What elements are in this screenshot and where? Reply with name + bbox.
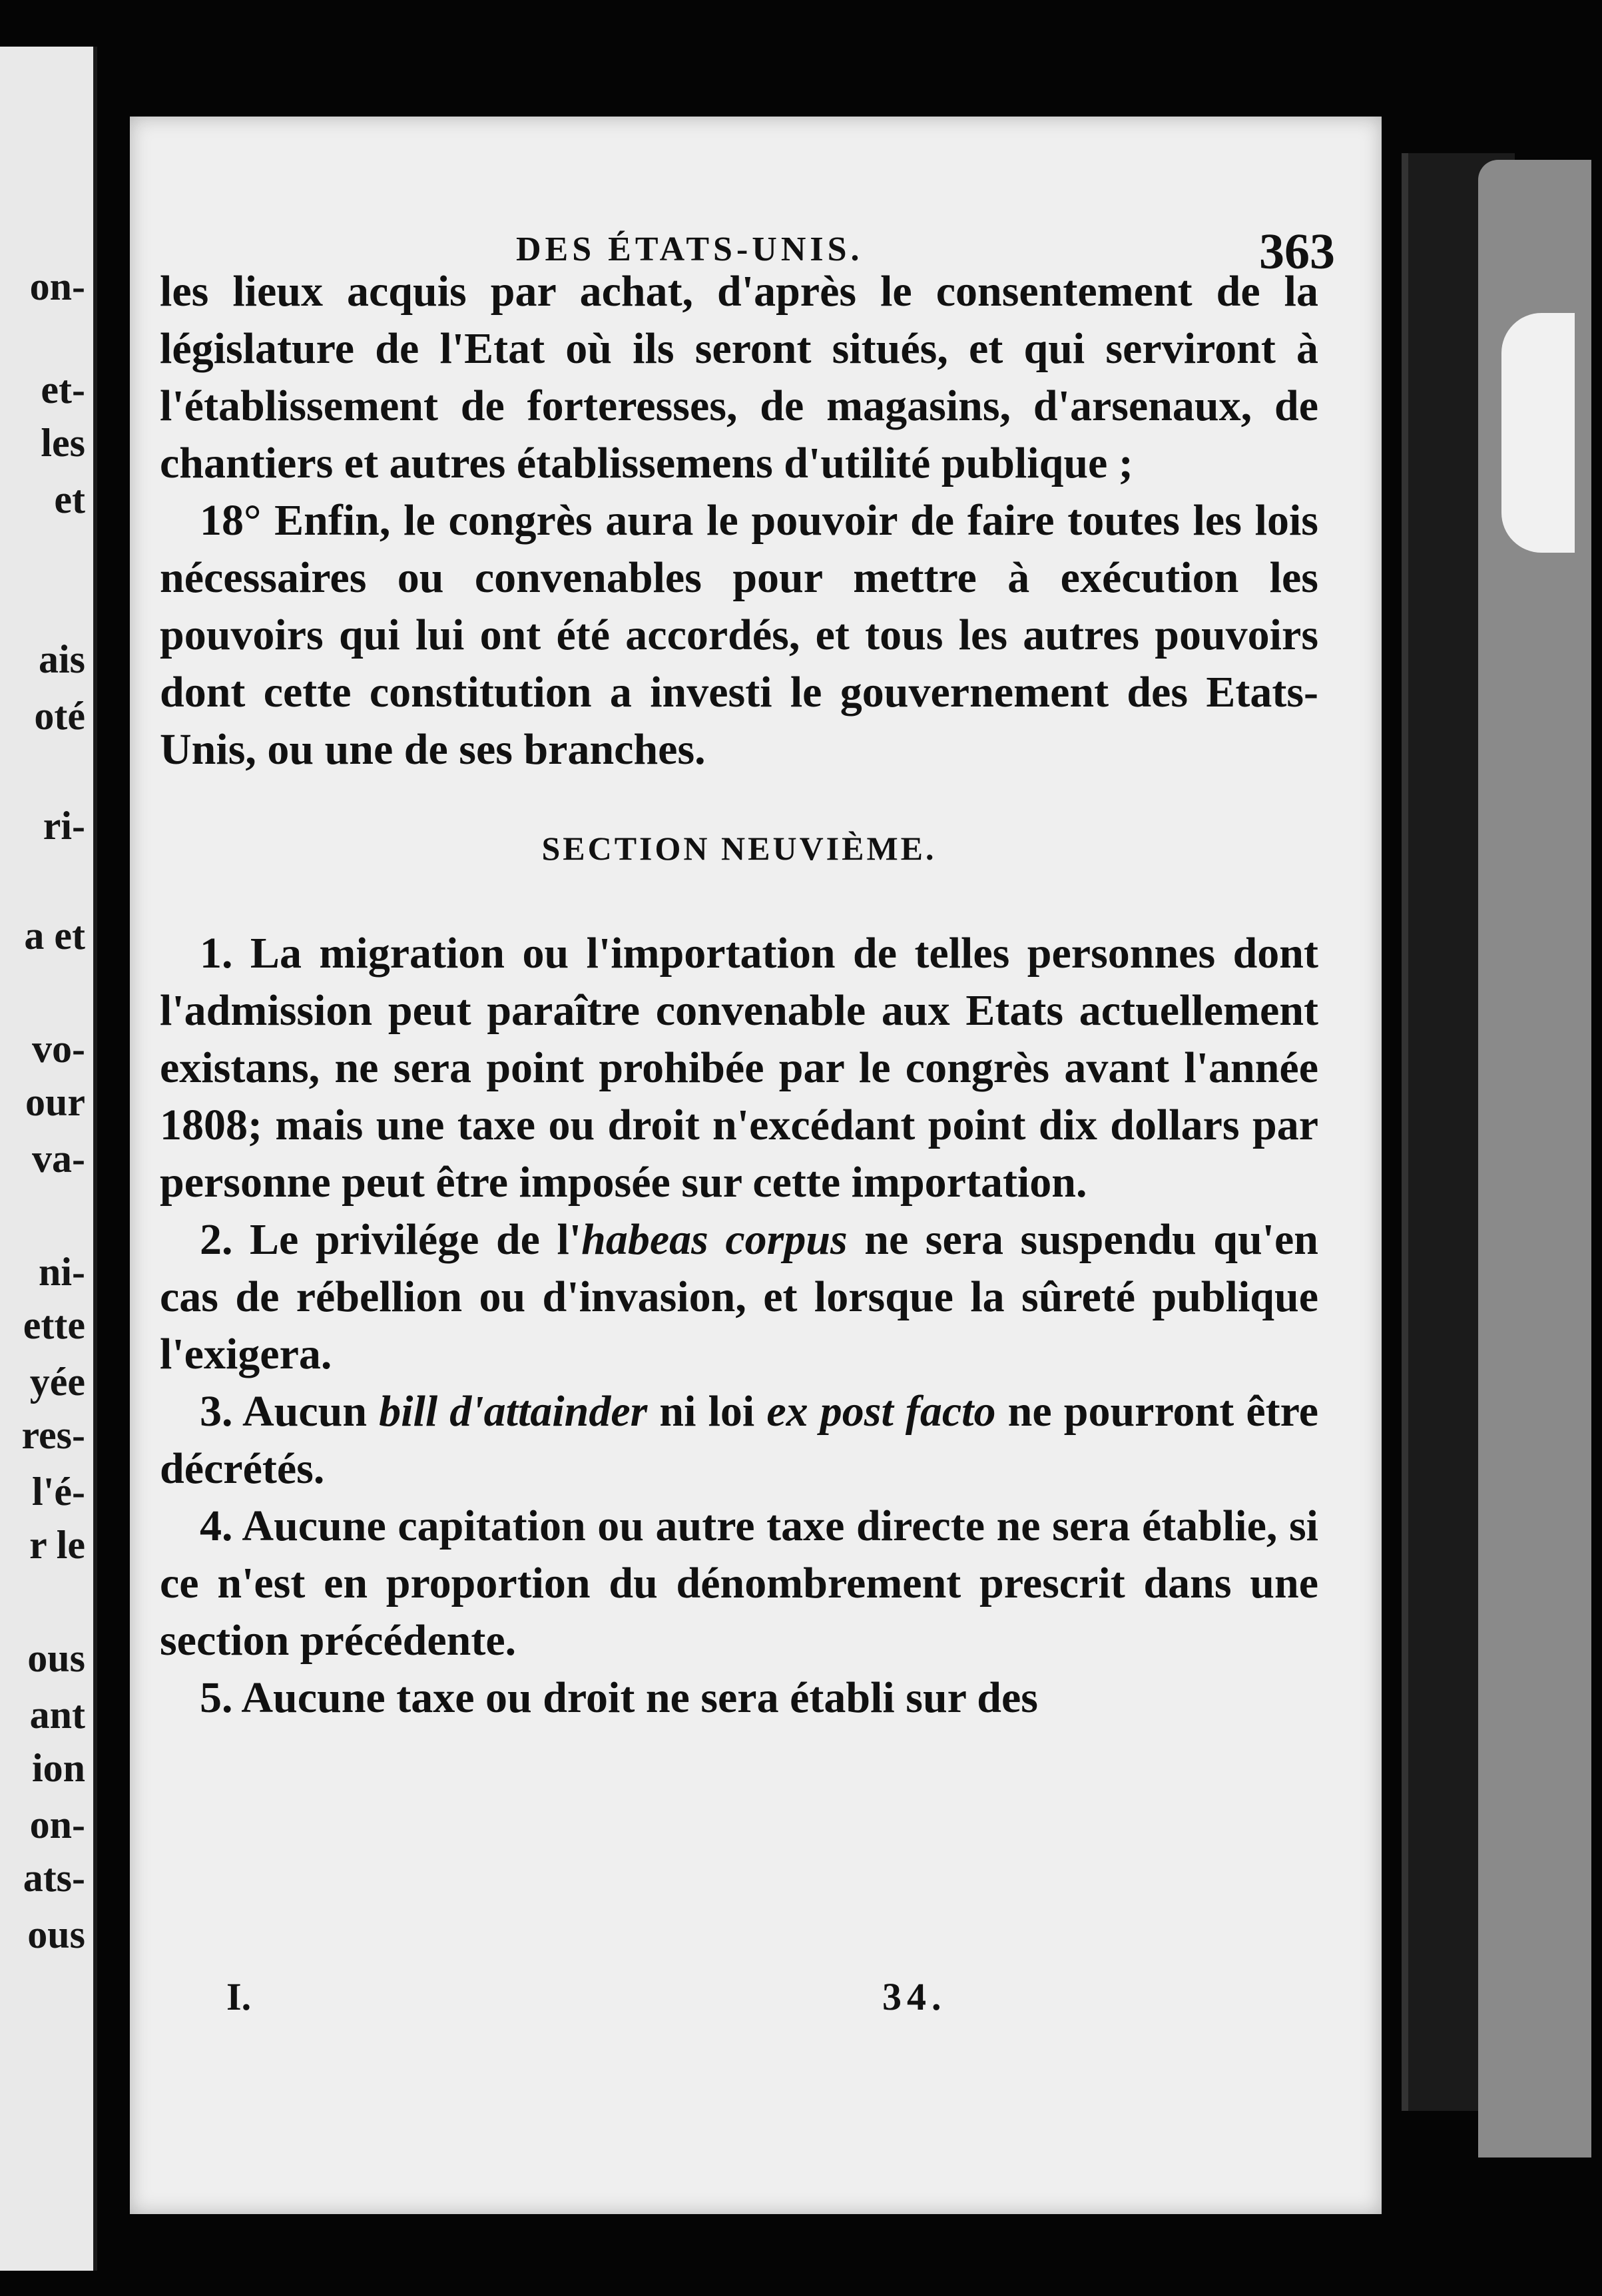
clause-text: ne pourront être décrétés. [160,1387,1318,1493]
clause-italic-term: habeas corpus [581,1215,848,1264]
clause-text: 2. Le privilége de l' [200,1215,582,1264]
section-heading: SECTION NEUVIÈME. [541,830,937,867]
left-fragment: oté [34,694,85,738]
left-fragment: res- [21,1413,85,1457]
left-fragment: ette [23,1303,85,1347]
clause-text: 3. Aucun [200,1387,380,1436]
left-fragment: ous [27,1636,85,1680]
left-fragment: et [54,477,85,521]
clause-1: 1. La migration ou l'importation de telles personnes dont l'admission peut paraître convenable aux Etats actuellement existans, ne sera point prohibée par le congrès avant l'année 1808; mais une taxe ou droit n'excédant point dix dollars par personne peut être imposée sur cette importation. [160,929,1318,1207]
left-fragment: ats- [23,1856,85,1900]
clause-text: ne sera suspendu qu'en cas de rébellion ou d'invasion, et lorsque la sûreté publique l'exigera. [160,1215,1319,1378]
left-fragment: a et [24,914,85,958]
page-number: 363 [1259,224,1335,280]
clause-4: 4. Aucune capitation ou autre taxe directe ne sera établie, si ce n'est en proportion du dénombrement prescrit dans une section précédente. [160,1502,1318,1665]
footer-signature-mark: I. [226,1975,252,2018]
clause-5: 5. Aucune taxe ou droit ne sera établi sur des [200,1673,1038,1722]
left-fragment: ous [27,1912,85,1956]
left-fragment: ion [31,1746,85,1790]
left-fragment: ais [38,637,85,681]
book-page-edge-highlight [1501,313,1575,553]
clause-text: ni loi [647,1387,767,1436]
clause-3 [160,1383,1318,1498]
page-footer [130,1974,1382,2028]
body-text [160,263,1318,1727]
left-fragment: et- [41,368,85,412]
paragraph: 18° Enfin, le congrès aura le pouvoir de faire toutes les lois nécessaires ou convenables pour mettre à exécution les pouvoirs qui lui ont été accordés, et tous les autres pouvoirs dont cette constitution a investi le gouvernement des Etats-Unis, ou une de ses branches. [160,496,1318,774]
footer-sheet-number: 34. [882,1975,947,2018]
left-fragment: yée [29,1360,85,1404]
left-fragment: r le [29,1523,85,1567]
left-facing-page [0,47,97,2271]
left-fragment: ant [29,1693,85,1737]
left-fragment: l'é- [32,1470,85,1514]
clause-2 [160,1211,1318,1383]
left-fragment: our [25,1080,85,1124]
running-head-title: DES ÉTATS-UNIS. [516,230,864,268]
main-page [130,117,1382,2214]
clause-italic-term: ex post facto [766,1387,996,1436]
left-fragment: vo- [32,1027,85,1071]
left-fragment: on- [29,1803,85,1847]
left-fragment: ri- [43,804,85,848]
left-fragment: les [41,421,85,465]
paragraph: les lieux acquis par achat, d'après le consentement de la législature de l'Etat où ils seront situés, et qui serviront à l'établissement de forteresses, de magasins, d'arsenaux, de chantiers et autres établissemens d'utilité publique ; [160,267,1318,487]
clause-italic-term: bill d'attainder [379,1387,648,1436]
left-fragment: va- [32,1137,85,1181]
left-fragment: ni- [38,1250,85,1294]
left-fragment: on- [29,264,85,308]
